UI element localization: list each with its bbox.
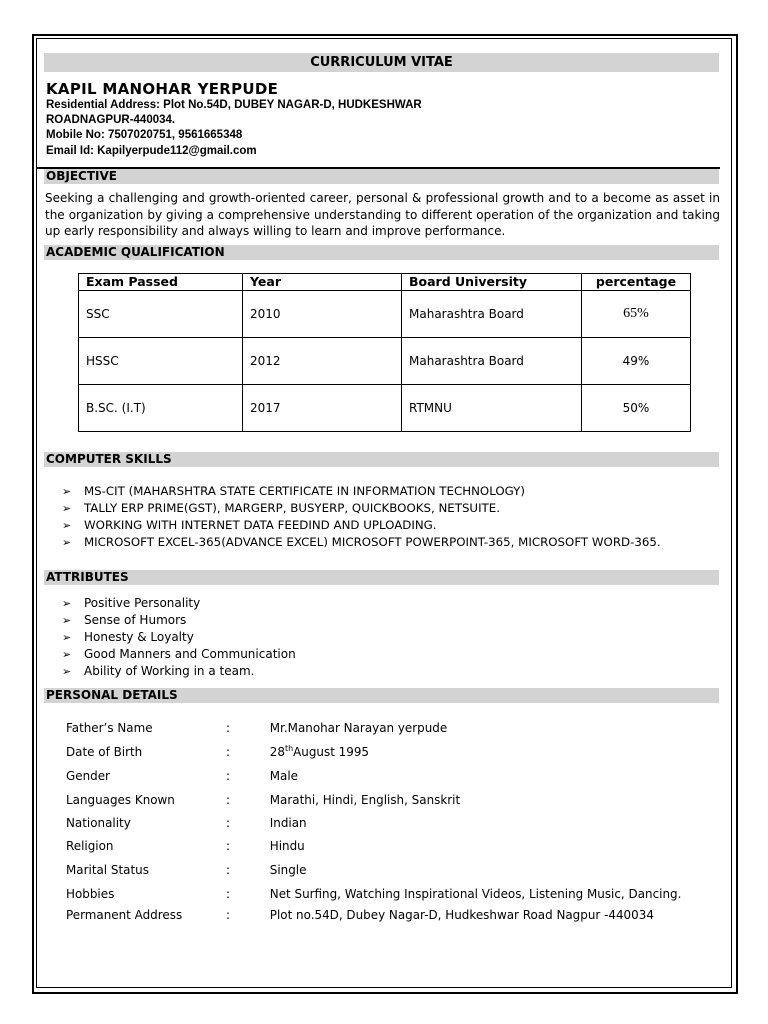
- document-title: CURRICULUM VITAE: [44, 53, 719, 72]
- arrow-bullet-icon: ➢: [62, 502, 72, 515]
- academic-table: [78, 273, 691, 432]
- academic-heading: ACADEMIC QUALIFICATION: [44, 245, 719, 260]
- detail-colon: :: [226, 721, 231, 735]
- table-cell: 49%: [582, 338, 691, 385]
- arrow-bullet-icon: ➢: [62, 631, 72, 644]
- arrow-bullet-icon: ➢: [62, 536, 72, 549]
- list-item: ➢ MICROSOFT EXCEL-365(ADVANCE EXCEL) MICROSOFT POWERPOINT-365, MICROSOFT WORD-365.: [62, 535, 661, 549]
- address-line-1: Residential Address: Plot No.54D, DUBEY NAGAR-D, HUDKESHWAR: [46, 99, 422, 111]
- list-item: ➢ Honesty & Loyalty: [62, 630, 194, 644]
- list-item: ➢ WORKING WITH INTERNET DATA FEEDIND AND UPLOADING.: [62, 518, 437, 532]
- column-header: Board University: [402, 274, 582, 291]
- table-cell: 2017: [243, 385, 402, 432]
- detail-value: Single: [269, 863, 307, 877]
- arrow-bullet-icon: ➢: [62, 485, 72, 498]
- column-header: Year: [243, 274, 402, 291]
- objective-heading: OBJECTIVE: [44, 169, 719, 184]
- attributes-list: [62, 595, 296, 680]
- list-item: ➢ Positive Personality: [62, 596, 201, 610]
- table-cell: HSSC: [79, 338, 243, 385]
- arrow-bullet-icon: ➢: [62, 665, 72, 678]
- detail-value: Male: [269, 769, 299, 783]
- table-cell: SSC: [79, 291, 243, 338]
- detail-colon: :: [226, 816, 231, 830]
- arrow-bullet-icon: ➢: [62, 614, 72, 627]
- detail-label: Languages Known: [66, 793, 175, 807]
- table-cell: Maharashtra Board: [402, 338, 582, 385]
- arrow-bullet-icon: ➢: [62, 597, 72, 610]
- detail-value: Plot no.54D, Dubey Nagar-D, Hudkeshwar Road Nagpur -440034: [269, 908, 654, 922]
- detail-label: Father’s Name: [66, 721, 153, 735]
- detail-colon: :: [226, 887, 231, 901]
- list-item: ➢ Sense of Humors: [62, 613, 187, 627]
- detail-label: Date of Birth: [66, 745, 143, 759]
- mobile-number: Mobile No: 7507020751, 9561665348: [46, 129, 243, 141]
- column-header: Exam Passed: [79, 274, 243, 291]
- skills-list: [62, 483, 661, 551]
- detail-value: 28thAugust 1995: [269, 744, 370, 759]
- column-header: percentage: [582, 274, 691, 291]
- detail-label: Gender: [66, 769, 110, 783]
- detail-label: Permanent Address: [66, 908, 183, 922]
- email-address: Email Id: Kapilyerpude112@gmail.com: [46, 145, 257, 157]
- detail-colon: :: [226, 839, 231, 853]
- table-cell: 2010: [243, 291, 402, 338]
- detail-label: Religion: [66, 839, 114, 853]
- skills-heading: COMPUTER SKILLS: [44, 452, 719, 467]
- list-item: ➢ Good Manners and Communication: [62, 647, 296, 661]
- detail-colon: :: [226, 863, 231, 877]
- arrow-bullet-icon: ➢: [62, 519, 72, 532]
- detail-label: Marital Status: [66, 863, 149, 877]
- list-item: ➢ Ability of Working in a team.: [62, 664, 255, 678]
- table-row: [79, 291, 691, 338]
- detail-label: Hobbies: [66, 887, 115, 901]
- address-line-2: ROADNAGPUR-440034.: [46, 114, 176, 126]
- table-cell: 50%: [582, 385, 691, 432]
- detail-colon: :: [226, 745, 231, 759]
- arrow-bullet-icon: ➢: [62, 648, 72, 661]
- list-item: ➢ MS-CIT (MAHARSHTRA STATE CERTIFICATE IN INFORMATION TECHNOLOGY): [62, 484, 525, 498]
- detail-value: Mr.Manohar Narayan yerpude: [269, 721, 448, 735]
- table-header-row: [79, 274, 691, 291]
- attributes-heading: ATTRIBUTES: [44, 570, 719, 585]
- list-item: ➢ TALLY ERP PRIME(GST), MARGERP, BUSYERP, QUICKBOOKS, NETSUITE.: [62, 501, 500, 515]
- table-row: [79, 385, 691, 432]
- personal-heading: PERSONAL DETAILS: [44, 688, 719, 703]
- detail-value: Hindu: [269, 839, 305, 853]
- detail-colon: :: [226, 793, 231, 807]
- table-cell: Maharashtra Board: [402, 291, 582, 338]
- detail-colon: :: [226, 769, 231, 783]
- detail-colon: :: [226, 908, 231, 922]
- detail-value: Marathi, Hindi, English, Sanskrit: [269, 793, 461, 807]
- table-cell: RTMNU: [402, 385, 582, 432]
- table-cell: 65%: [582, 291, 691, 338]
- table-cell: B.SC. (I.T): [79, 385, 243, 432]
- objective-text: Seeking a challenging and growth-oriented career, personal & professional growth and to a become as asset in the organization by giving a comprehensive understanding to different operation of the organization and taking up early responsibility and always willing to learn and improve performance.: [45, 191, 720, 238]
- detail-label: Nationality: [66, 816, 131, 830]
- candidate-name: KAPIL MANOHAR YERPUDE: [46, 80, 279, 98]
- table-row: [79, 338, 691, 385]
- table-cell: 2012: [243, 338, 402, 385]
- detail-value: Indian: [269, 816, 307, 830]
- detail-value: Net Surfing, Watching Inspirational Videos, Listening Music, Dancing.: [269, 887, 682, 901]
